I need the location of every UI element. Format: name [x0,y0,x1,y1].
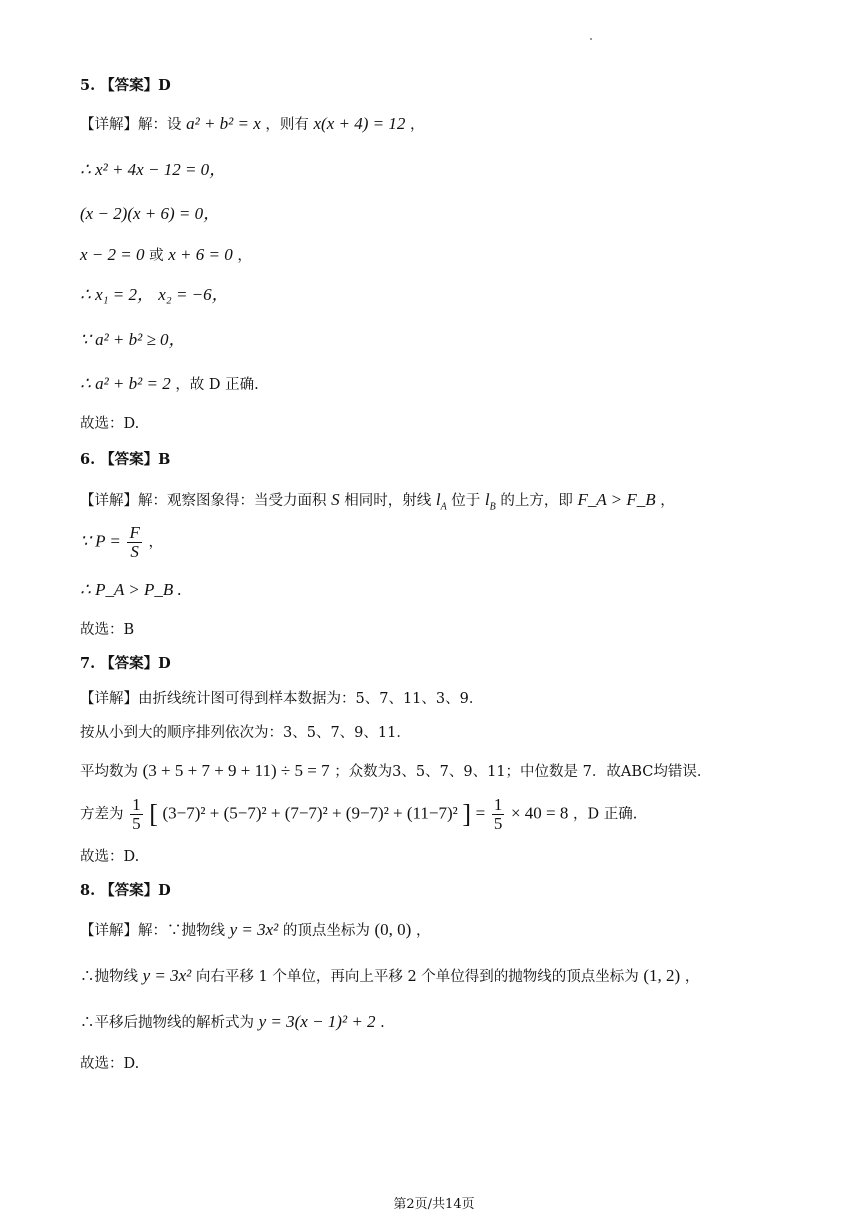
q7-conclusion: 故选：D. [80,849,140,865]
math-expr: y = 3x² [229,920,279,939]
q7-line-2: 按从小到大的顺序排列依次为：3、5、7、9、11． [80,725,411,741]
q6-line-2 [80,524,163,561]
math-expr: x + 6 = 0 [168,245,233,264]
q5-line-7 [80,374,259,395]
q5-line-3: (x − 2)(x + 6) = 0， [80,204,221,223]
bracket-close: ] [462,799,472,829]
text: 位于 [451,493,481,509]
q7-line-3 [80,761,711,782]
text: 相同时，射线 [344,493,432,509]
denominator: 5 [493,814,503,833]
scan-dot [590,38,592,40]
text: ，则有 [265,117,309,133]
text: ， [409,117,425,133]
math-expr: y = 3x² [142,966,192,985]
text: 方差为 [80,806,124,823]
q5-conclusion: 故选：D. [80,416,140,432]
math-expr: x(x + 4) = 12 [313,114,406,133]
q7-heading: 7. 【答案】D [80,655,171,672]
q8-line-3 [80,1012,385,1033]
fraction [130,796,143,833]
math-expr: x − 2 = 0 [80,245,145,264]
text: ， [237,248,252,264]
q5-heading: 5. 【答案】D [80,77,171,94]
math-expr: ∵ P = [80,531,121,551]
math-expr: × 40 = 8 [510,803,569,823]
q5-line-6: ∵ a² + b² ≥ 0， [80,330,186,349]
text: 【详解】解：设 [80,117,182,133]
text: ， [415,923,431,939]
math-point: (1, 2) [643,966,681,985]
q6-line-3: ∴ P_A > P_B . [80,580,182,599]
text: 平均数为 [80,764,138,780]
numerator: F [129,523,140,542]
text: 向右平移 1 个单位，再向上平移 2 个单位得到的抛物线的顶点坐标为 [195,969,639,985]
math-var [435,490,447,513]
q8-line-2 [80,966,699,987]
q5-line-1 [80,114,424,135]
math-expr: y = 3(x − 1)² + 2 [258,1012,376,1031]
numerator: 1 [132,795,141,814]
math-eq: = [475,803,486,823]
fraction [127,524,141,561]
denominator: S [130,542,139,561]
text: . [380,1015,385,1031]
text: 【详解】解：观察图象得：当受力面积 [80,493,327,509]
text: 的顶点坐标为 [282,923,370,939]
text: ， [148,534,163,551]
text: 【详解】解：∵抛物线 [80,923,225,939]
math-expr: F_A > F_B [577,490,656,509]
text: 或 [149,248,164,264]
math-expr: a² + b² = x [186,114,261,133]
math-expr: (3 + 5 + 7 + 9 + 11) ÷ 5 = 7 [142,761,330,780]
q5-line-5: ∴ x₁ = 2， x₂ = −6， [80,285,229,304]
q5-line-2: ∴ x² + 4x − 12 = 0， [80,160,227,179]
q8-conclusion: 故选：D. [80,1056,140,1072]
denominator: 5 [132,814,141,833]
math-var [484,490,496,513]
q7-line-4 [80,796,637,833]
math-point: (0, 0) [374,920,412,939]
bracket-open: [ [149,799,158,829]
q8-heading: 8. 【答案】D [80,882,171,899]
text: ，故 D 正确. [175,377,259,393]
text: ∴抛物线 [80,969,138,985]
page-footer: 第2页/共14页 [393,1197,475,1212]
q6-line-1 [80,490,675,517]
q8-line-1 [80,920,430,941]
q5-line-4 [80,245,252,266]
q6-heading: 6. 【答案】B [80,451,171,468]
q7-line-1: 【详解】由折线统计图可得到样本数据为：5、7、11、3、9． [80,691,484,707]
text: ， [684,969,700,985]
text: ，D 正确. [573,806,638,823]
numerator: 1 [493,795,503,814]
subscript: A [440,501,447,513]
fraction [492,796,505,833]
subscript: B [489,501,496,513]
var-l: l [435,490,441,509]
text: ；众数为3、5、7、9、11；中位数是 7．故ABC均错误． [334,764,712,780]
math-expr: ∴ a² + b² = 2 [80,374,171,393]
math-var: S [331,490,340,509]
math-expr: (3−7)² + (5−7)² + (7−7)² + (9−7)² + (11−7)² [162,803,458,823]
var-l: l [484,490,490,509]
text: 的上方，即 [500,493,573,509]
text: ∴平移后抛物线的解析式为 [80,1015,254,1031]
q6-conclusion: 故选：B [80,622,135,638]
text: ， [660,493,675,509]
